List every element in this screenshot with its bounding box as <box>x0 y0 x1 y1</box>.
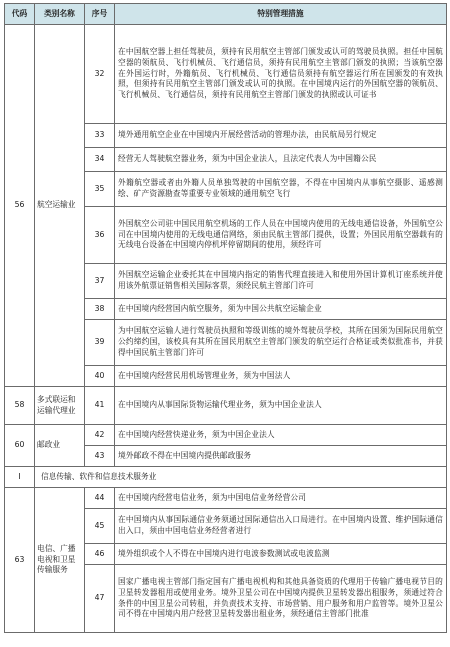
table-row <box>5 425 447 446</box>
measure-cell: 为中国航空运输人进行驾驶员执照和等级训练的境外驾驶员学校，其所在国须为国际民用航空公约缔约国，该校具有其所在国民用航空主管部门颁发的航空运行合格证或类似批准书，并获得中国民航主管部门许可 <box>115 320 447 366</box>
measure-cell: 境外通用航空企业在中国境内开展经营活动的管理办法，由民航局另行规定 <box>115 124 447 148</box>
seq-cell: 41 <box>85 387 115 425</box>
measure-cell: 国家广播电视主管部门指定国有广播电视机构和其他具备资质的代理用于传输广播电视节目的卫星转发器租用或使用业务。境外卫星公司在中国境内提供卫星转发器出租服务，须通过符合条件的中国卫星公司转租，并负责技术支持、市场营销、用户服务和用户监管等。境外卫星公司不得在中国境内用户经营卫星转发器出租业务，须经通信主管部门批准 <box>115 565 447 633</box>
measure-cell: 境外组织或个人不得在中国境内进行电波参数测试或电波监测 <box>115 544 447 565</box>
document-page <box>4 3 446 633</box>
section-label: 信息传输、软件和信息技术服务业 <box>35 467 447 488</box>
category-cell: 多式联运和运输代理业 <box>35 387 85 425</box>
code-cell: 58 <box>5 387 35 425</box>
measure-cell: 外国航空公司驻中国民用航空机场的工作人员在中国境内使用的无线电通信设备，外国航空公司在中国境内使用的无线电通信网络，须由民航主管部门提供，设置；外国民用航空器载有的无线电台设备在中国境内停机坪停留期间的使用，须经许可 <box>115 207 447 264</box>
header-code: 代码 <box>5 4 35 25</box>
table-header-row <box>5 4 447 25</box>
seq-cell: 46 <box>85 544 115 565</box>
measure-cell: 在中国境内从事国际货物运输代理业务，须为中国企业法人 <box>115 387 447 425</box>
measure-cell: 外籍航空器或者由外籍人员单独驾驶的中国航空器，不得在中国境内从事航空摄影、遥感测绘、矿产资源勘查等重要专业领域的通用航空飞行 <box>115 172 447 207</box>
measure-cell: 经营无人驾驶航空器业务，须为中国企业法人，且法定代表人为中国籍公民 <box>115 148 447 172</box>
measure-cell: 在中国境内从事国际通信业务须通过国际通信出入口局进行。在中国境内设置、维护国际通信出入口，须由中国电信业务经营者进行 <box>115 509 447 544</box>
measure-cell: 外国航空运输企业委托其在中国境内指定的销售代理直接进入和使用外国计算机订座系统并使用该外航票证销售相关国际客票，须经民航主管部门许可 <box>115 264 447 299</box>
seq-cell: 40 <box>85 366 115 387</box>
category-cell: 航空运输业 <box>35 25 85 387</box>
header-measures: 特别管理措施 <box>115 4 447 25</box>
code-cell: 60 <box>5 425 35 467</box>
measure-cell: 在中国境内经营民用机场管理业务，须为中国法人 <box>115 366 447 387</box>
seq-cell: 35 <box>85 172 115 207</box>
header-seq: 序号 <box>85 4 115 25</box>
section-code: I <box>5 467 35 488</box>
measure-cell: 境外邮政不得在中国境内提供邮政服务 <box>115 446 447 467</box>
section-row <box>5 467 447 488</box>
seq-cell: 45 <box>85 509 115 544</box>
measure-cell: 在中国境内经营快递业务，须为中国企业法人 <box>115 425 447 446</box>
table-row <box>5 25 447 124</box>
seq-cell: 38 <box>85 299 115 320</box>
measure-cell: 在中国航空器上担任驾驶员，须持有民用航空主管部门颁发或认可的驾驶员执照。担任中国航空器的领航员、飞行机械员、飞行通信员，须持有民用航空主管部门颁发的执照；当该航空器在外国运行时，外籍航员、飞行机械员、飞行通信员须持有航空器运行所在国颁发的有效执照，但须持有民用航空主管部门颁发或认可的执照。在中国境内运行的外国航空器的领航员、飞行机械员、飞行通信员，须持有民用航空主管部门颁发的执照或认可证书 <box>115 25 447 124</box>
seq-cell: 37 <box>85 264 115 299</box>
seq-cell: 36 <box>85 207 115 264</box>
header-category: 类别名称 <box>35 4 85 25</box>
seq-cell: 44 <box>85 488 115 509</box>
seq-cell: 47 <box>85 565 115 633</box>
category-cell: 电信、广播电视和卫星传输服务 <box>35 488 85 633</box>
seq-cell: 34 <box>85 148 115 172</box>
table-row <box>5 488 447 509</box>
seq-cell: 39 <box>85 320 115 366</box>
seq-cell: 33 <box>85 124 115 148</box>
seq-cell: 42 <box>85 425 115 446</box>
measure-cell: 在中国境内经营电信业务，须为中国电信业务经营公司 <box>115 488 447 509</box>
seq-cell: 32 <box>85 25 115 124</box>
code-cell: 56 <box>5 25 35 387</box>
special-measures-table <box>4 3 447 633</box>
table-row <box>5 387 447 425</box>
seq-cell: 43 <box>85 446 115 467</box>
measure-cell: 在中国境内经营国内航空服务，须为中国公共航空运输企业 <box>115 299 447 320</box>
code-cell: 63 <box>5 488 35 633</box>
category-cell: 邮政业 <box>35 425 85 467</box>
